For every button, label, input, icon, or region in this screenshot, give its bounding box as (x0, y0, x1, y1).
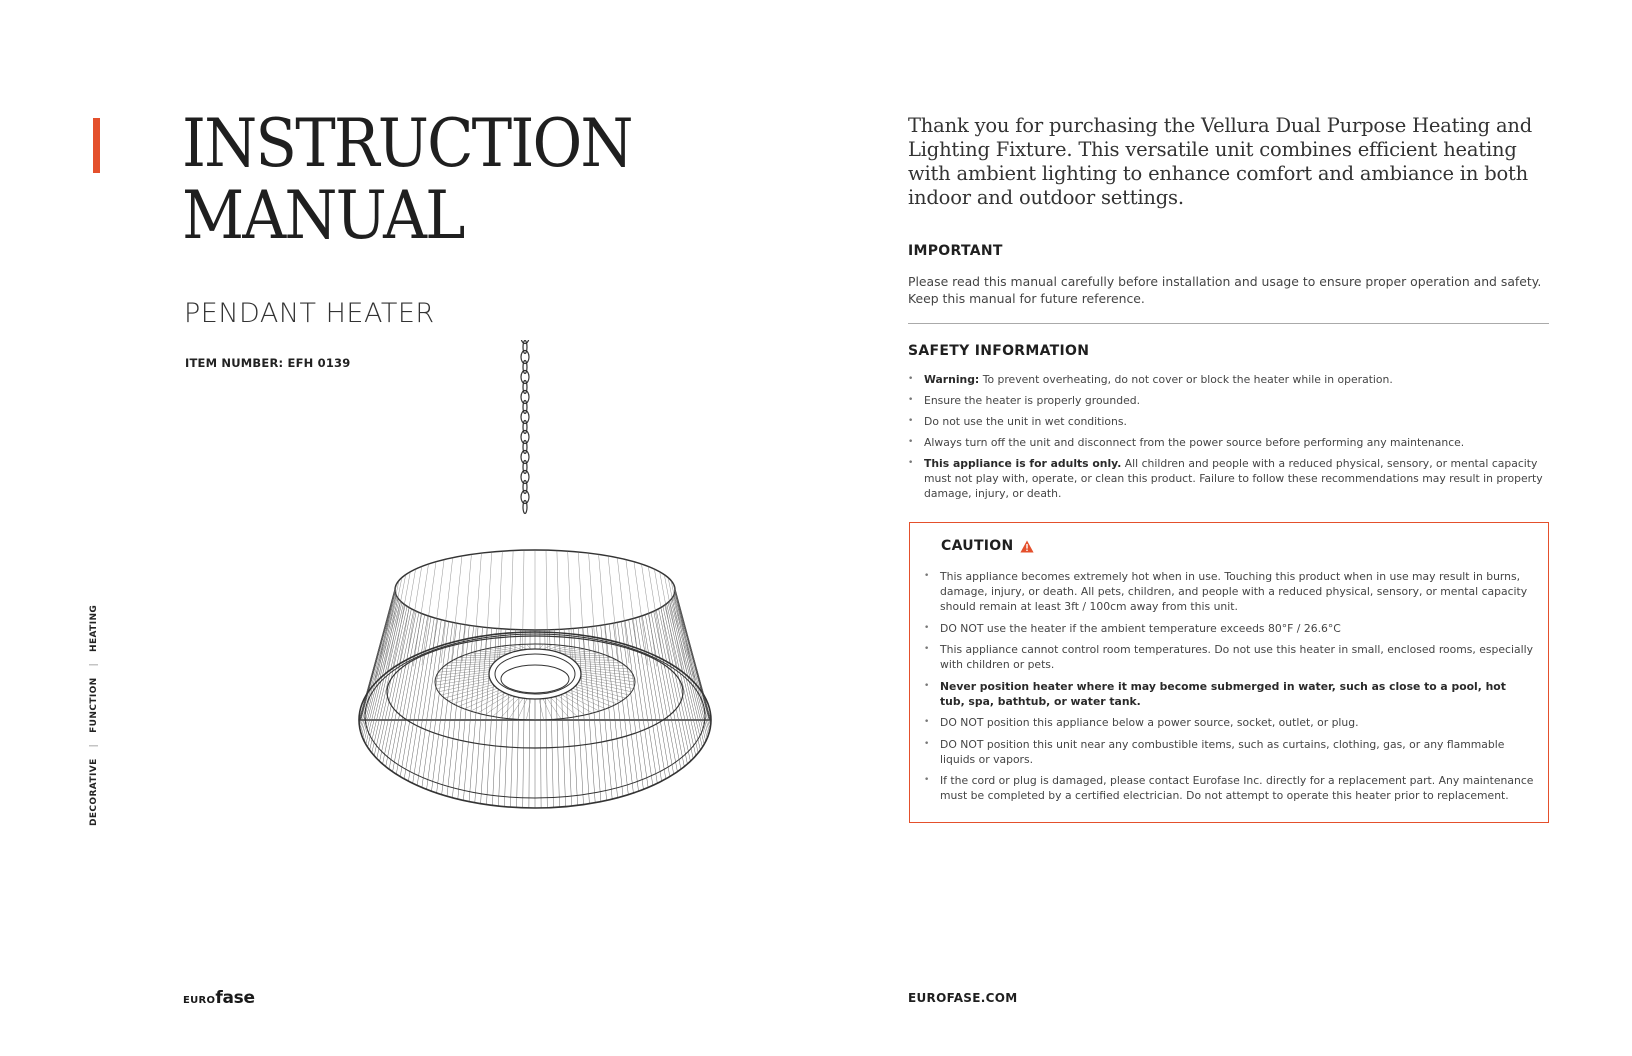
list-item: • Always turn off the unit and disconnect from the power source before performing any maintenance. (908, 435, 1548, 450)
list-item: • DO NOT use the heater if the ambient temperature exceeds 80°F / 26.6°C (924, 621, 1534, 636)
item-number: ITEM NUMBER: EFH 0139 (185, 356, 351, 370)
list-item: • This appliance cannot control room temperatures. Do not use this heater in small, enclosed rooms, especially with children or pets. (924, 642, 1534, 672)
pendant-heater-illustration (355, 340, 735, 860)
logo-euro: EURO (183, 995, 216, 1006)
list-item: • Ensure the heater is properly grounded. (908, 393, 1548, 408)
tag-separator: | (89, 743, 99, 748)
important-heading: IMPORTANT (908, 243, 1003, 259)
list-item: • This appliance is for adults only. All children and people with a reduced physical, sensory, or mental capacity must not play with, operate, or clean this product. Failure to follow these recommendations may result in property damage, injury, or death. (908, 456, 1548, 501)
list-item: • Never position heater where it may become submerged in water, such as close to a pool, hot tub, spa, bathtub, or water tank. (924, 679, 1534, 709)
list-item: • DO NOT position this unit near any combustible items, such as curtains, clothing, gas, or any flammable liquids or vapors. (924, 737, 1534, 767)
product-subtitle: PENDANT HEATER (184, 298, 435, 329)
tag-function: FUNCTION (89, 677, 99, 733)
safety-heading: SAFETY INFORMATION (908, 343, 1090, 359)
warning-triangle-icon (1020, 540, 1034, 553)
accent-bar (93, 118, 100, 173)
eurofase-logo (183, 988, 255, 1008)
tag-heating: HEATING (89, 604, 99, 652)
center-light-lens (501, 665, 569, 693)
hanging-chain (521, 340, 529, 514)
important-body: Please read this manual carefully before installation and usage to ensure proper operation and safety. Keep this manual for future reference. (908, 274, 1542, 306)
vertical-tags (89, 605, 99, 826)
caution-list (924, 569, 1534, 810)
page-title (182, 105, 632, 254)
list-item: • Do not use the unit in wet conditions. (908, 414, 1548, 429)
list-item: • If the cord or plug is damaged, please contact Eurofase Inc. directly for a replacement part. Any maintenance must be completed by a certified electrician. Do not attempt to operate this heater prior to replacement. (924, 773, 1534, 803)
title-line-2: MANUAL (182, 177, 464, 254)
list-item: • This appliance becomes extremely hot when in use. Touching this product when in use may result in burns, damage, injury, or death. All pets, children, and people with a reduced physical, sensory, or mental capacity should remain at least 3ft / 100cm away from this unit. (924, 569, 1534, 614)
caution-box (909, 522, 1549, 823)
divider (908, 323, 1549, 324)
title-line-1: INSTRUCTION (182, 105, 632, 182)
intro-paragraph: Thank you for purchasing the Vellura Dual Purpose Heating and Lighting Fixture. This versatile unit combines efficient heating with ambient lighting to enhance comfort and ambiance in both indoor and outdoor settings. (908, 114, 1533, 209)
tag-decorative: DECORATIVE (89, 758, 99, 826)
list-item: • Warning: To prevent overheating, do not cover or block the heater while in operation. (908, 372, 1548, 387)
list-item: • DO NOT position this appliance below a power source, socket, outlet, or plug. (924, 715, 1534, 730)
tag-separator: | (89, 662, 99, 667)
safety-list (908, 372, 1548, 507)
footer-url: EUROFASE.COM (908, 991, 1018, 1005)
caution-heading (941, 538, 1034, 554)
caution-label: CAUTION (941, 538, 1014, 554)
logo-fase: fase (215, 988, 255, 1008)
